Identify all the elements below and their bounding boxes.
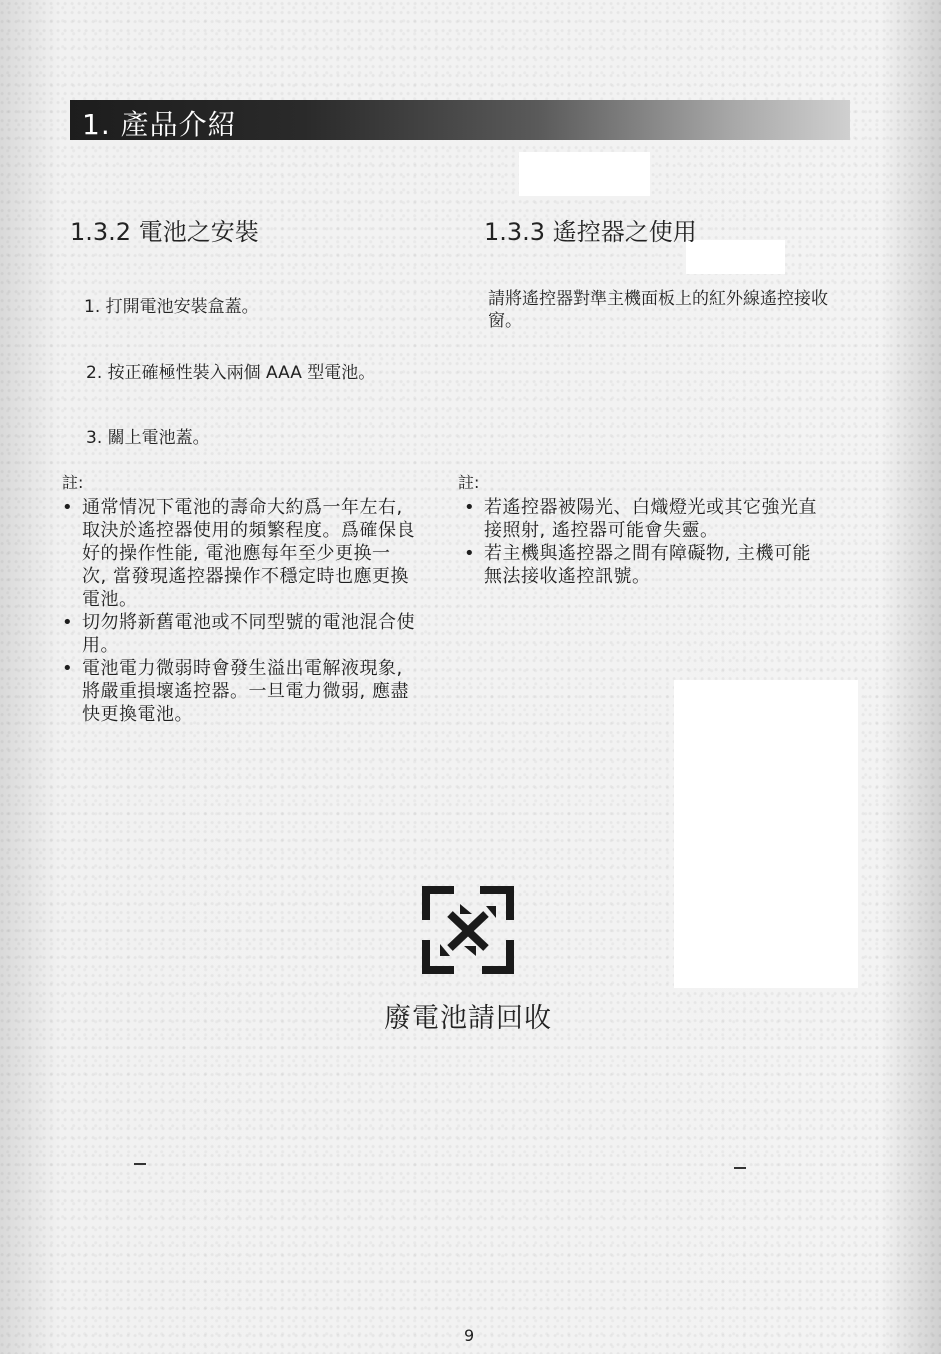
scan-mark	[134, 1163, 146, 1165]
bullet-icon: •	[464, 497, 476, 518]
bullet-icon: •	[62, 497, 74, 518]
battery-step-3: 3. 關上電池蓋。	[86, 428, 210, 448]
section-title-battery-install: 1.3.2 電池之安裝	[70, 218, 259, 246]
list-item: • 通常情况下電池的壽命大約爲一年左右, 取決於遙控器使用的頻繁程度。爲確保良 好的操作性能, 電池應每年至少更换一 次, 當發現遙控器操作不穩定時也應更換 電池。	[62, 497, 415, 610]
left-note-label: 註:	[62, 473, 84, 492]
section-title-remote-use: 1.3.3 遙控器之使用	[484, 218, 697, 246]
battery-recycle-icon	[420, 884, 516, 976]
list-item: • 電池電力微弱時會發生溢出電解液現象, 將嚴重損壞遙控器。一旦電力微弱, 應盡 快更換電池。	[62, 658, 409, 725]
list-item: • 若主機與遙控器之間有障礙物, 主機可能 無法接收遙控訊號。	[464, 543, 811, 587]
redaction-patch	[674, 680, 858, 988]
battery-step-1: 1. 打開電池安裝盒蓋。	[84, 297, 259, 317]
list-item: • 切勿將新舊電池或不同型號的電池混合使 用。	[62, 612, 415, 656]
remote-instruction: 請將遙控器對準主機面板上的紅外線遙控接收 窗。	[488, 289, 828, 331]
scan-mark	[734, 1167, 746, 1169]
bullet-icon: •	[464, 543, 476, 564]
recycle-caption: 廢電池請回收	[384, 1003, 552, 1034]
left-notes-list	[60, 496, 444, 726]
bullet-icon: •	[62, 658, 74, 679]
battery-step-2: 2. 按正確極性裝入兩個 AAA 型電池。	[86, 363, 376, 383]
page-number: 9	[464, 1326, 475, 1345]
bullet-icon: •	[62, 612, 74, 633]
list-item: • 若遙控器被陽光、白熾燈光或其它強光直 接照射, 遙控器可能會失靈。	[464, 497, 817, 541]
right-note-label: 註:	[458, 473, 480, 492]
redaction-patch	[686, 240, 785, 274]
redaction-patch	[519, 152, 650, 196]
right-notes-list	[462, 496, 862, 588]
section-header-title: 1. 產品介紹	[82, 108, 237, 141]
